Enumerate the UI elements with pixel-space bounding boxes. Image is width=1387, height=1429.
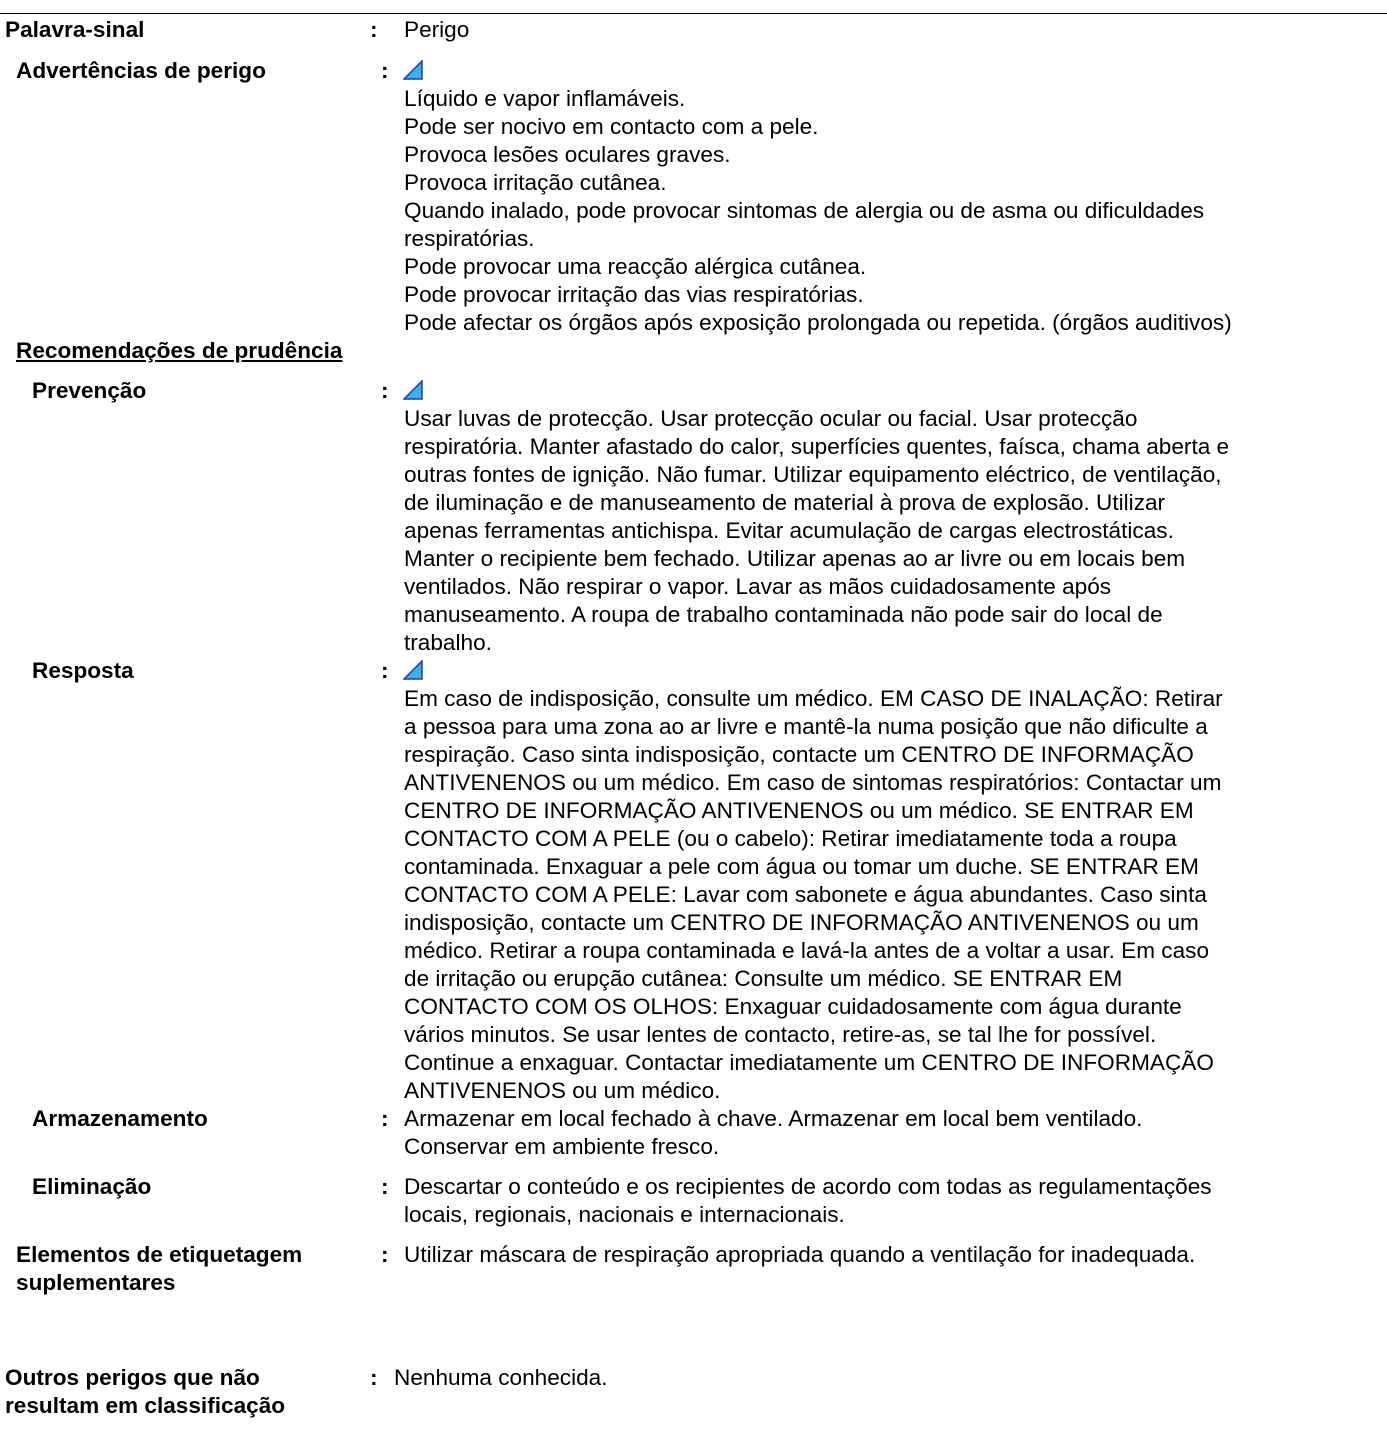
response-line: médico. Retirar a roupa contaminada e lavá-la antes de a voltar a usar. Em caso <box>404 938 1210 963</box>
disposal-line: locais, regionais, nacionais e internacionais. <box>404 1202 845 1227</box>
storage-text <box>404 1105 1142 1161</box>
prevention-line: Usar luvas de protecção. Usar protecção ocular ou facial. Usar protecção <box>404 406 1138 431</box>
prevention-line: ventilados. Não respirar o vapor. Lavar as mãos cuidadosamente após <box>404 574 1112 599</box>
response-line: contaminada. Enxaguar a pele com água ou tomar um duche. SE ENTRAR EM <box>404 854 1199 879</box>
hazard-line: respiratórias. <box>404 226 535 251</box>
storage-colon: : <box>381 1106 389 1131</box>
prevention-label: Prevenção <box>32 378 147 403</box>
response-line: CENTRO DE INFORMAÇÃO ANTIVENENOS ou um médico. SE ENTRAR EM <box>404 798 1194 823</box>
hazard-statements-colon: : <box>381 58 389 83</box>
prevention-line: Manter o recipiente bem fechado. Utilizar apenas ao ar livre ou em locais bem <box>404 546 1186 571</box>
storage-line: Armazenar em local fechado à chave. Armazenar em local bem ventilado. <box>404 1106 1143 1131</box>
prevention-text <box>404 377 1229 657</box>
prevention-colon: : <box>381 378 389 403</box>
supplementary-value: Utilizar máscara de respiração apropriada quando a ventilação for inadequada. <box>404 1242 1196 1267</box>
supplementary-colon: : <box>381 1242 389 1267</box>
hazard-line: Pode afectar os órgãos após exposição prolongada ou repetida. (órgãos auditivos) <box>404 310 1232 335</box>
disposal-text <box>404 1173 1212 1229</box>
hazard-line: Quando inalado, pode provocar sintomas de alergia ou de asma ou dificuldades <box>404 198 1205 223</box>
disposal-line: Descartar o conteúdo e os recipientes de acordo com todas as regulamentações <box>404 1174 1212 1199</box>
response-line: CONTACTO COM OS OLHOS: Enxaguar cuidadosamente com água durante <box>404 994 1182 1019</box>
other-hazards-label-line: Outros perigos que não <box>5 1365 260 1390</box>
prevention-line: respiratória. Manter afastado do calor, superfícies quentes, faísca, chama aberta e <box>404 434 1230 459</box>
response-colon: : <box>381 658 389 683</box>
supplementary-label-line: Elementos de etiquetagem <box>16 1242 303 1267</box>
hazard-statements-label: Advertências de perigo <box>16 58 266 83</box>
other-hazards-label-line: resultam em classificação <box>5 1393 286 1418</box>
response-line: indisposição, contacte um CENTRO DE INFORMAÇÃO ANTIVENENOS ou um <box>404 910 1199 935</box>
prevention-line: outras fontes de ignição. Não fumar. Utilizar equipamento eléctrico, de ventilação, <box>404 462 1222 487</box>
top-rule <box>0 13 1387 14</box>
prevention-line: trabalho. <box>404 630 492 655</box>
prevention-line: manuseamento. A roupa de trabalho contaminada não pode sair do local de <box>404 602 1163 627</box>
hazard-line: Provoca irritação cutânea. <box>404 170 667 195</box>
response-line: CONTACTO COM A PELE: Lavar com sabonete e água abundantes. Caso sinta <box>404 882 1207 907</box>
response-text <box>404 657 1223 1105</box>
storage-label: Armazenamento <box>32 1106 208 1131</box>
response-label: Resposta <box>32 658 134 683</box>
response-line: Em caso de indisposição, consulte um médico. EM CASO DE INALAÇÃO: Retirar <box>404 686 1223 711</box>
response-line: a pessoa para uma zona ao ar livre e mantê-la numa posição que não dificulte a <box>404 714 1208 739</box>
signal-word-value: Perigo <box>404 17 470 42</box>
disposal-colon: : <box>381 1174 389 1199</box>
response-line: CONTACTO COM A PELE (ou o cabelo): Retirar imediatamente toda a roupa <box>404 826 1177 851</box>
response-line: Continue a enxaguar. Contactar imediatamente um CENTRO DE INFORMAÇÃO <box>404 1050 1214 1075</box>
response-line: de irritação ou erupção cutânea: Consulte um médico. SE ENTRAR EM <box>404 966 1123 991</box>
hazard-line: Pode ser nocivo em contacto com a pele. <box>404 114 819 139</box>
precautionary-heading: Recomendações de prudência <box>16 338 343 363</box>
other-hazards-label <box>5 1364 285 1420</box>
response-line: ANTIVENENOS ou um médico. <box>404 1078 721 1103</box>
hazard-line: Líquido e vapor inflamáveis. <box>404 86 686 111</box>
storage-line: Conservar em ambiente fresco. <box>404 1134 720 1159</box>
supplementary-label <box>16 1241 302 1297</box>
hazard-line: Provoca lesões oculares graves. <box>404 142 731 167</box>
signal-word-colon: : <box>370 17 378 42</box>
hazard-statements-list <box>404 57 1232 337</box>
hazard-line: Pode provocar uma reacção alérgica cutânea. <box>404 254 867 279</box>
hazard-line: Pode provocar irritação das vias respiratórias. <box>404 282 864 307</box>
other-hazards-colon: : <box>370 1365 378 1390</box>
signal-word-label: Palavra-sinal <box>5 17 145 42</box>
response-line: ANTIVENENOS ou um médico. Em caso de sintomas respiratórios: Contactar um <box>404 770 1222 795</box>
response-line: respiração. Caso sinta indisposição, contacte um CENTRO DE INFORMAÇÃO <box>404 742 1194 767</box>
response-line: vários minutos. Se usar lentes de contacto, retire-as, se tal lhe for possível. <box>404 1022 1157 1047</box>
other-hazards-value: Nenhuma conhecida. <box>394 1365 608 1390</box>
disposal-label: Eliminação <box>32 1174 152 1199</box>
prevention-line: apenas ferramentas antichispa. Evitar acumulação de cargas electrostáticas. <box>404 518 1174 543</box>
supplementary-label-line: suplementares <box>16 1270 176 1295</box>
prevention-line: de iluminação e de manuseamento de material à prova de explosão. Utilizar <box>404 490 1166 515</box>
